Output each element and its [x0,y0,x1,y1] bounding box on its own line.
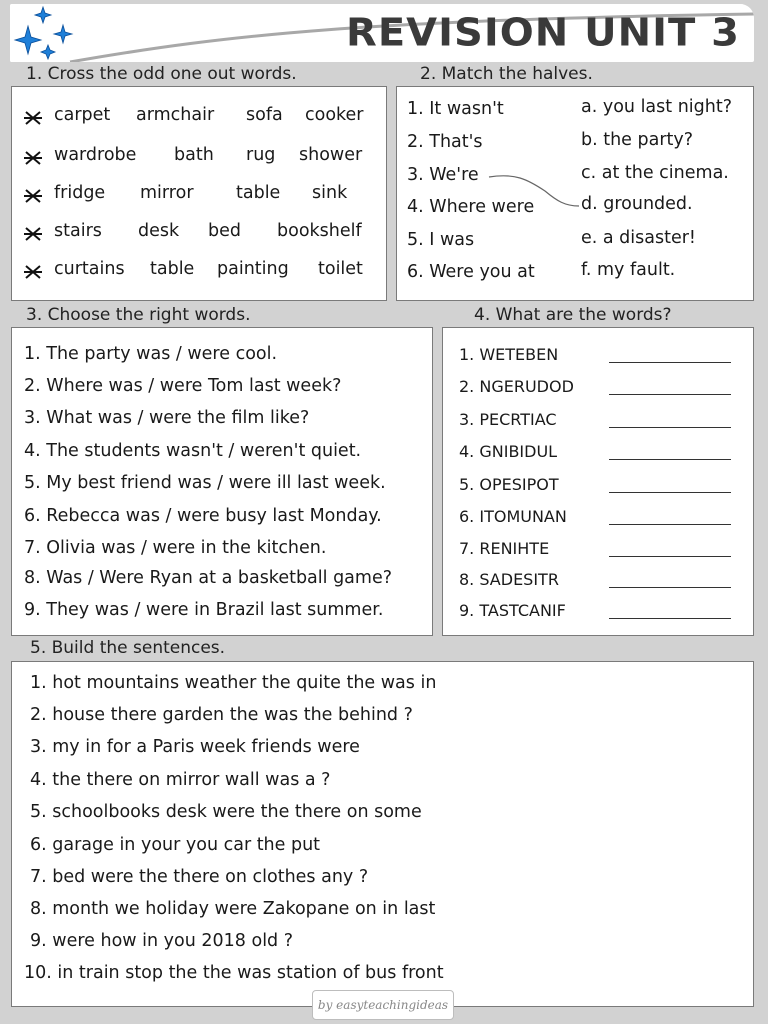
choose-item: 7. Olivia was / were in the kitchen. [24,538,327,558]
word: desk [138,221,180,241]
choose-item: 3. What was / were the film like? [24,408,310,428]
match-left-item: 1. It wasn't [407,99,504,119]
match-left-item: 5. I was [407,230,475,250]
word: bath [174,145,214,165]
word: wardrobe [54,145,137,165]
scrambled-word: 2. NGERUDOD [459,377,574,396]
word: table [150,259,195,279]
match-right-item: c. at the cinema. [581,163,729,183]
word: painting [217,259,289,279]
match-left-item: 4. Where were [407,197,535,217]
word: table [236,183,281,203]
scrambled-sentence: 5. schoolbooks desk were the there on some [30,802,422,822]
word: toilet [318,259,363,279]
word: sink [312,183,348,203]
scrambled-sentence: 10. in train stop the the was station of bus front [24,963,444,983]
scrambled-sentence: 9. were how in you 2018 old ? [30,931,294,951]
scrambled-sentence: 6. garage in your you car the put [30,835,321,855]
credit-watermark: by easyteachingideas [312,990,454,1020]
match-left-item: 3. We're [407,165,479,185]
choose-item: 9. They was / were in Brazil last summer. [24,600,384,620]
choose-item: 2. Where was / were Tom last week? [24,376,342,396]
match-right-item: f. my fault. [581,260,676,280]
section-4-box [442,327,754,636]
example-match-line [397,87,753,300]
section-3-box [11,327,433,636]
word: shower [299,145,363,165]
scrambled-sentence: 7. bed were the there on clothes any ? [30,867,369,887]
word: sofa [246,105,283,125]
scrambled-word: 5. OPESIPOT [459,475,559,494]
word: mirror [140,183,194,203]
choose-item: 1. The party was / were cool. [24,344,278,364]
cross-icon [24,109,42,127]
cross-icon [24,263,42,281]
match-right-item: a. you last night? [581,97,732,117]
answer-line[interactable] [609,556,731,557]
answer-line[interactable] [609,427,731,428]
match-left-item: 6. Were you at [407,262,535,282]
scrambled-word: 4. GNIBIDUL [459,442,558,461]
word: curtains [54,259,125,279]
scrambled-sentence: 2. house there garden the was the behind ? [30,705,413,725]
header-banner [10,4,754,62]
scrambled-word: 9. TASTCANIF [459,601,566,620]
match-left-item: 2. That's [407,132,483,152]
word: armchair [136,105,215,125]
match-right-item: d. grounded. [581,194,693,214]
word: fridge [54,183,106,203]
answer-line[interactable] [609,524,731,525]
answer-line[interactable] [609,362,731,363]
cross-icon [24,149,42,167]
scrambled-word: 7. RENIHTE [459,539,550,558]
word: bed [208,221,241,241]
word: rug [246,145,276,165]
scrambled-word: 1. WETEBEN [459,345,559,364]
match-right-item: b. the party? [581,130,694,150]
section-2-box [396,86,754,301]
scrambled-sentence: 4. the there on mirror wall was a ? [30,770,331,790]
section-5-title: 5. Build the sentences. [30,638,226,658]
word: stairs [54,221,102,241]
answer-line[interactable] [609,394,731,395]
word: carpet [54,105,111,125]
choose-item: 4. The students wasn't / weren't quiet. [24,441,362,461]
section-4-title: 4. What are the words? [474,305,672,325]
section-1-box [11,86,387,301]
section-1-title: 1. Cross the odd one out words. [26,64,297,84]
word: bookshelf [277,221,362,241]
scrambled-word: 6. ITOMUNAN [459,507,567,526]
section-2-title: 2. Match the halves. [420,64,593,84]
page-title: REVISION UNIT 3 [346,11,740,55]
answer-line[interactable] [609,492,731,493]
match-right-item: e. a disaster! [581,228,696,248]
answer-line[interactable] [609,618,731,619]
section-3-title: 3. Choose the right words. [26,305,251,325]
choose-item: 8. Was / Were Ryan at a basketball game? [24,568,393,588]
answer-line[interactable] [609,587,731,588]
cross-icon [24,187,42,205]
section-5-box [11,661,754,1007]
word: cooker [305,105,364,125]
scrambled-sentence: 1. hot mountains weather the quite the was in [30,673,437,693]
scrambled-sentence: 3. my in for a Paris week friends were [30,737,360,757]
scrambled-sentence: 8. month we holiday were Zakopane on in last [30,899,436,919]
cross-icon [24,225,42,243]
choose-item: 5. My best friend was / were ill last week. [24,473,386,493]
scrambled-word: 8. SADESITR [459,570,559,589]
answer-line[interactable] [609,459,731,460]
choose-item: 6. Rebecca was / were busy last Monday. [24,506,382,526]
scrambled-word: 3. PECRTIAC [459,410,557,429]
